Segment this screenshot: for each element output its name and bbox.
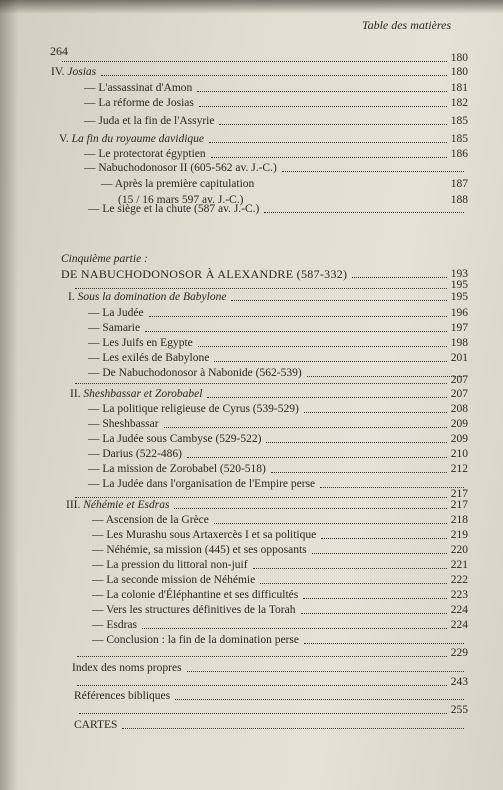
toc-entry-title: — Juda et la fin de l'Assyrie (84, 115, 215, 127)
dot-leader (122, 728, 464, 729)
toc-entry (92, 558, 468, 572)
toc-entry-title: — Le siège et la chute (587 av. J.-C.) (88, 203, 260, 215)
dot-leader (164, 427, 447, 428)
toc-entry (88, 402, 468, 416)
dot-leader (211, 157, 447, 158)
dot-leader (77, 656, 447, 657)
toc-page-number: 198 (450, 337, 468, 349)
toc-page-number: 201 (450, 352, 468, 364)
dot-leader (149, 316, 447, 317)
toc-page-number: 197 (450, 322, 468, 334)
toc-entry-title: — La mission de Zorobabel (520-518) (88, 463, 266, 475)
toc-entry (92, 603, 468, 617)
toc-entry-title: — La pression du littoral non-juif (92, 559, 248, 571)
toc-page-number: 243 (450, 676, 468, 688)
toc-entry (72, 661, 468, 675)
dot-leader (304, 412, 447, 413)
toc-page-number: 187 (450, 178, 468, 190)
toc-entry-title: — Conclusion : la fin de la domination perse (92, 634, 299, 646)
toc-entry-title: I. Sous la domination de Babylone (68, 291, 227, 303)
toc-page-number: 219 (450, 529, 468, 541)
toc-page-number: 185 (450, 115, 468, 127)
toc-page-number: 218 (450, 514, 468, 526)
toc-page-leader (70, 373, 468, 387)
dot-leader (282, 171, 464, 172)
dot-leader (101, 75, 447, 76)
toc-page-number: 217 (450, 488, 468, 500)
dot-leader (207, 397, 446, 398)
dot-leader (264, 212, 464, 213)
toc-page-number: 188 (450, 194, 468, 206)
toc-page-leader (72, 646, 468, 660)
toc-page-number: 196 (450, 307, 468, 319)
toc-entry (88, 336, 468, 350)
toc-entry-title: — La Judée (88, 307, 144, 319)
dot-leader (301, 613, 447, 614)
toc-page-number: 255 (450, 704, 468, 716)
toc-entry-title: DE NABUCHODONOSOR À ALEXANDRE (587-332) (61, 267, 348, 281)
dot-leader (174, 508, 446, 509)
toc-entry-title: — Samarie (88, 322, 141, 334)
dot-leader (187, 457, 447, 458)
toc-page-number: 195 (450, 291, 468, 303)
dot-leader (75, 288, 447, 289)
toc-entry (51, 65, 468, 79)
toc-entry (68, 290, 468, 304)
dot-leader (312, 553, 447, 554)
toc-page-number: 207 (450, 388, 468, 400)
dot-leader (266, 442, 446, 443)
dot-leader (197, 91, 446, 92)
dot-leader (75, 383, 447, 384)
toc-entry (92, 588, 468, 602)
toc-entry-title: — L'assassinat d'Amon (84, 82, 193, 94)
toc-page-number: 212 (450, 463, 468, 475)
toc-entry-title: — Sheshbassar (88, 418, 159, 430)
toc-page-leader (74, 703, 468, 717)
toc-entry (84, 114, 468, 128)
toc-entry (101, 177, 468, 191)
toc-entry (88, 306, 468, 320)
dot-leader (304, 643, 464, 644)
toc-page-leader (72, 675, 468, 689)
toc-page-number: 210 (450, 448, 468, 460)
toc-entry (84, 161, 468, 175)
toc-entry (88, 417, 468, 431)
toc-entry-title: — Le protectorat égyptien (84, 148, 206, 160)
toc-entry (84, 96, 468, 110)
toc-page-number: 207 (450, 374, 468, 386)
toc-entry (92, 618, 468, 632)
toc-entry (88, 202, 468, 216)
dot-leader (214, 361, 446, 362)
toc-entry (70, 387, 468, 401)
toc-entry-title: — La Judée dans l'organisation de l'Empire perse (88, 478, 316, 490)
toc-entry (66, 498, 468, 512)
toc-entry (92, 543, 468, 557)
toc-entry-title: — Esdras (92, 619, 138, 631)
toc-page-number: 217 (450, 499, 468, 511)
toc-entry-title: (15 / 16 mars 597 av. J.-C.) (118, 194, 244, 206)
page-number: 264 (50, 44, 68, 58)
toc-entry (88, 351, 468, 365)
toc-page-number: 223 (450, 589, 468, 601)
dot-leader (145, 331, 447, 332)
toc-page-number: 224 (450, 604, 468, 616)
toc-page-number: 193 (450, 268, 468, 280)
dot-leader (62, 61, 447, 62)
dot-leader (198, 346, 447, 347)
toc-page-number: 224 (450, 619, 468, 631)
toc-entry (88, 447, 468, 461)
toc-entry (88, 321, 468, 335)
toc-page-number: 208 (450, 403, 468, 415)
toc-page-number: 180 (450, 52, 468, 64)
toc-entry-title: — La politique religieuse de Cyrus (539-529) (88, 403, 299, 415)
toc-page-number: 209 (450, 418, 468, 430)
toc-entry (92, 513, 468, 527)
toc-entry-title: — Après la première capitulation (101, 178, 255, 190)
toc-entry (92, 528, 468, 542)
toc-entry (61, 252, 468, 266)
dot-leader (77, 685, 447, 686)
toc-entry-title: — Ascension de la Grèce (92, 514, 209, 526)
toc-entry-title: Index des noms propres (72, 662, 182, 674)
toc-entry-title: — Les Murashu sous Artaxercès I et sa politique (92, 529, 317, 541)
toc-entry-title: — Darius (522-486) (88, 448, 182, 460)
page-fold-shadow (0, 0, 18, 790)
toc-page-number: 186 (450, 148, 468, 160)
dot-leader (219, 124, 446, 125)
toc-entry (92, 573, 468, 587)
toc-entry-title: — Les Juifs en Egypte (88, 337, 193, 349)
toc-entry (88, 462, 468, 476)
toc-entry-title: — La colonie d'Éléphantine et ses difficultés (92, 589, 299, 601)
toc-entry-title: Cinquième partie : (61, 253, 148, 265)
toc-page-number: 182 (450, 97, 468, 109)
toc-page-number: 195 (450, 279, 468, 291)
toc-entry-title: — Les exilés de Babylone (88, 352, 210, 364)
toc-entry (74, 718, 468, 732)
toc-entry-title: — La réforme de Josias (84, 97, 194, 109)
dot-leader (231, 300, 446, 301)
running-header: Table des matières (362, 18, 452, 32)
dot-leader (199, 106, 447, 107)
toc-page-number: 220 (450, 544, 468, 556)
dot-leader (253, 568, 447, 569)
toc-entry (74, 689, 468, 703)
toc-entry-title: Références bibliques (74, 690, 171, 702)
toc-entry (88, 432, 468, 446)
toc-page-number: 222 (450, 574, 468, 586)
toc-entry-title: — Nabuchodonosor II (605-562 av. J.-C.) (84, 162, 277, 174)
toc-page-number: 180 (450, 66, 468, 78)
toc-entry-title: — De Nabuchodonosor à Nabonide (562-539) (88, 367, 302, 379)
dot-leader (303, 598, 447, 599)
toc-entry-title: II. Sheshbassar et Zorobabel (70, 388, 203, 400)
page-top-shadow (0, 0, 503, 14)
dot-leader (187, 671, 464, 672)
toc-entry (92, 633, 468, 647)
dot-leader (260, 583, 447, 584)
dot-leader (209, 142, 447, 143)
toc-entry-title: III. Néhémie et Esdras (66, 499, 170, 511)
toc-entry (59, 132, 468, 146)
dot-leader (79, 713, 447, 714)
toc-entry-title: — Vers les structures définitives de la Torah (92, 604, 296, 616)
toc-page-number: 221 (450, 559, 468, 571)
dot-leader (214, 523, 447, 524)
toc-entry-title: — La seconde mission de Néhémie (92, 574, 256, 586)
toc-page-number: 229 (450, 647, 468, 659)
toc-entry-title: CARTES (74, 719, 118, 731)
toc-page-leader (57, 51, 468, 65)
dot-leader (321, 538, 447, 539)
toc-entry-title: IV. Josias (51, 66, 97, 78)
toc-entry-title: — Néhémie, sa mission (445) et ses opposants (92, 544, 307, 556)
dot-leader (271, 472, 447, 473)
toc-entry-title: — La Judée sous Cambyse (529-522) (88, 433, 262, 445)
toc-entry-title: V. La fin du royaume davidique (59, 133, 205, 145)
toc-page-number: 181 (450, 82, 468, 94)
toc-page-number: 185 (450, 133, 468, 145)
toc-entry (84, 81, 468, 95)
dot-leader (175, 699, 464, 700)
dot-leader (142, 628, 447, 629)
toc-page-number: 209 (450, 433, 468, 445)
toc-entry (84, 147, 468, 161)
